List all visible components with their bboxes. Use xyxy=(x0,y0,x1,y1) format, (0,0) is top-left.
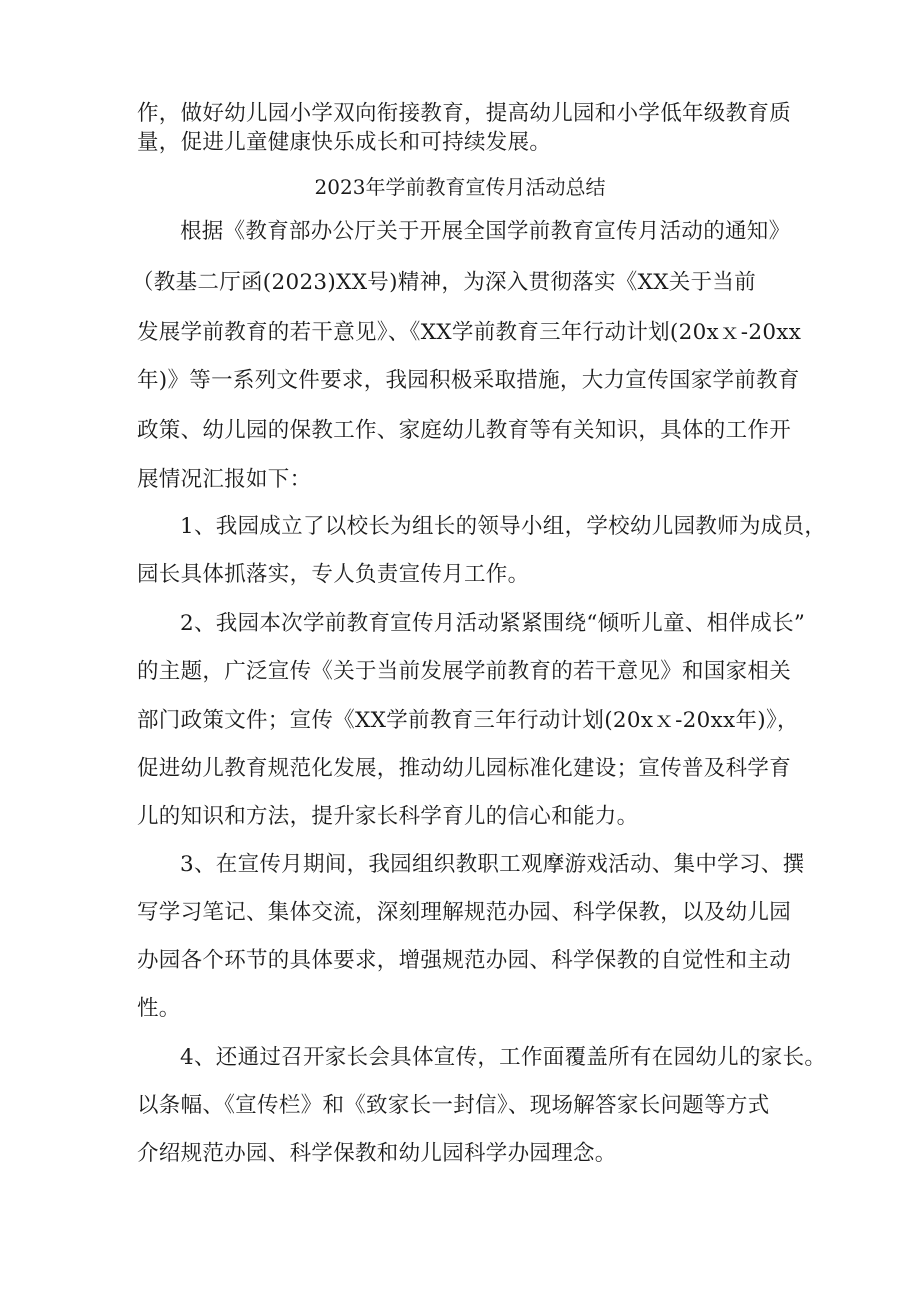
paragraph-line: 政策、幼儿园的保教工作、家庭幼儿教育等有关知识，具体的工作开 xyxy=(137,418,792,443)
list-item-line: 写学习笔记、集体交流，深刻理解规范办园、科学保教，以及幼儿园 xyxy=(137,900,792,925)
paragraph-line: （教基二厅函(2023)XX号)精神，为深入贯彻落实《XX关于当前 xyxy=(132,270,757,295)
list-item-line: 介绍规范办园、科学保教和幼儿园科学办园理念。 xyxy=(137,1141,617,1166)
paragraph-line: 根据《教育部办公厅关于开展全国学前教育宣传月活动的通知》 xyxy=(180,219,791,244)
list-item-line: 园长具体抓落实，专人负责宣传月工作。 xyxy=(137,562,530,587)
list-item-line: 儿的知识和方法，提升家长科学育儿的信心和能力。 xyxy=(137,804,639,829)
list-item-line: 促进幼儿教育规范化发展，推动幼儿园标准化建设；宣传普及科学育 xyxy=(137,756,792,781)
list-item-line: 1、我园成立了以校长为组长的领导小组，学校幼儿园教师为成员， xyxy=(180,514,827,539)
paragraph-line: 发展学前教育的若干意见》、《XX学前教育三年行动计划(20xｘ-20xx xyxy=(137,320,802,345)
intro-line: 量，促进儿童健康快乐成长和可持续发展。 xyxy=(137,130,552,155)
document-title: 2023年学前教育宣传月活动总结 xyxy=(314,175,606,199)
list-item-line: 3、在宣传月期间，我园组织教职工观摩游戏活动、集中学习、撰 xyxy=(180,852,805,877)
paragraph-line: 展情况汇报如下： xyxy=(137,467,312,492)
list-item-line: 4、还通过召开家长会具体宣传，工作面覆盖所有在园幼儿的家长。 xyxy=(180,1045,827,1070)
paragraph-line: 年)》等一系列文件要求，我园积极采取措施，大力宣传国家学前教育 xyxy=(137,368,800,393)
list-item-line: 部门政策文件；宣传《XX学前教育三年行动计划(20xｘ-20xx年)》， xyxy=(137,708,799,733)
list-item-line: 办园各个环节的具体要求，增强规范办园、科学保教的自觉性和主动 xyxy=(137,948,792,973)
list-item-line: 性。 xyxy=(137,996,181,1021)
list-item-line: 2、我园本次学前教育宣传月活动紧紧围绕“倾听儿童、相伴成长” xyxy=(180,611,806,636)
intro-line: 作，做好幼儿园小学双向衔接教育，提高幼儿园和小学低年级教育质 xyxy=(137,101,792,126)
list-item-line: 的主题，广泛宣传《关于当前发展学前教育的若干意见》和国家相关 xyxy=(137,659,792,684)
list-item-line: 以条幅、《宣传栏》和《致家长一封信》、现场解答家长问题等方式 xyxy=(137,1093,770,1118)
